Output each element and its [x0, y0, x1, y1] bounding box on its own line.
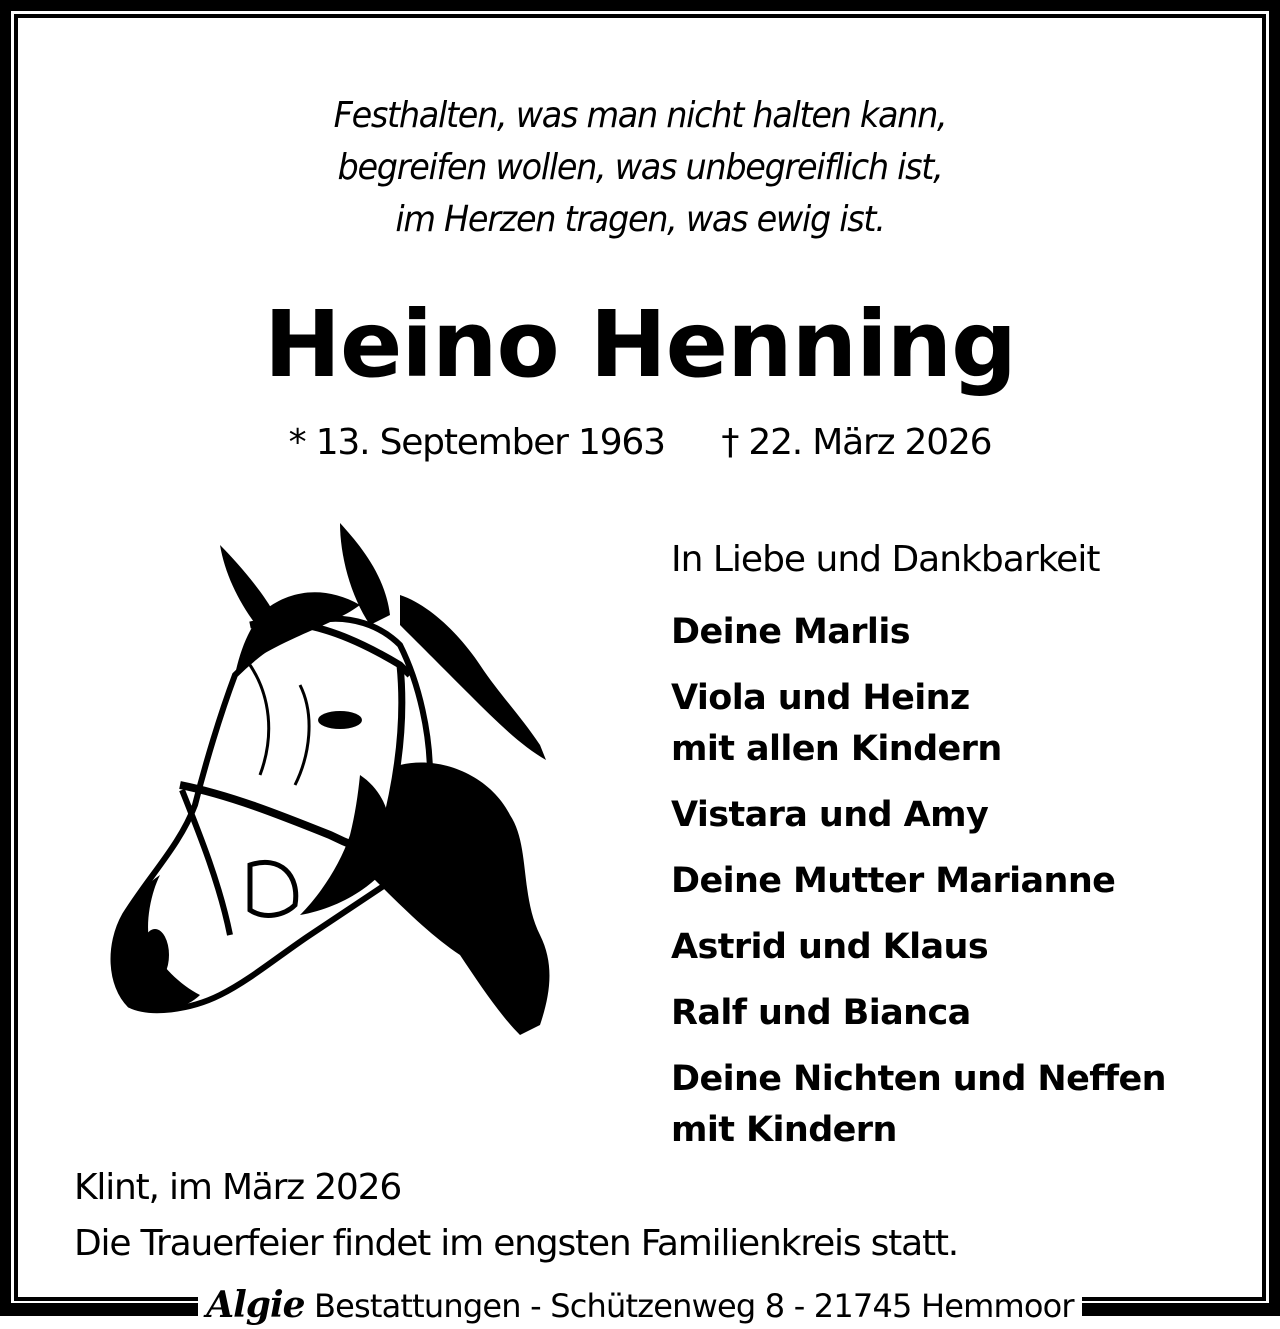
family-member [671, 607, 1166, 658]
family-member [671, 922, 1166, 973]
family-list [671, 535, 1166, 1171]
closing-notes [74, 1160, 958, 1272]
family-member [671, 790, 1166, 841]
family-member [671, 856, 1166, 907]
family-member-line: Ralf und Bianca [671, 993, 971, 1033]
family-member-line: mit Kindern [671, 1110, 897, 1150]
family-member-line: Deine Marlis [671, 612, 910, 652]
deceased-name: Heino Henning [264, 291, 1016, 398]
life-dates [0, 418, 1280, 468]
family-intro: In Liebe und Dankbarkeit [671, 539, 1100, 580]
quote-line: Festhalten, was man nicht halten kann, [333, 95, 947, 136]
funeral-note: Die Trauerfeier findet im engsten Familienkreis statt. [74, 1223, 959, 1264]
funeral-home-address: Bestattungen - Schützenweg 8 - 21745 Hemmoor [313, 1287, 1074, 1325]
horse-head-icon [100, 515, 580, 1075]
funeral-home-logo: Algie [206, 1284, 305, 1326]
memorial-quote [45, 90, 1235, 246]
death-date: 22. März 2026 [748, 422, 992, 463]
quote-line: begreifen wollen, was unbegreiflich ist, [337, 147, 943, 188]
family-member-line: Viola und Heinz [671, 678, 970, 718]
family-member-line: Deine Nichten und Neffen [671, 1059, 1166, 1099]
family-member-line: Deine Mutter Marianne [671, 861, 1116, 901]
place-date: Klint, im März 2026 [74, 1167, 402, 1208]
death-cross-icon: † [721, 422, 739, 463]
family-member [671, 988, 1166, 1039]
birth-star-icon: * [288, 422, 306, 463]
quote-line: im Herzen tragen, was ewig ist. [395, 199, 885, 240]
family-member [671, 1054, 1166, 1156]
family-member-line: Astrid und Klaus [671, 927, 989, 967]
family-member-line: mit allen Kindern [671, 729, 1002, 769]
funeral-home-footer [0, 1283, 1280, 1328]
birth-date: 13. September 1963 [315, 422, 665, 463]
family-member-line: Vistara und Amy [671, 795, 989, 835]
family-member [671, 673, 1166, 775]
